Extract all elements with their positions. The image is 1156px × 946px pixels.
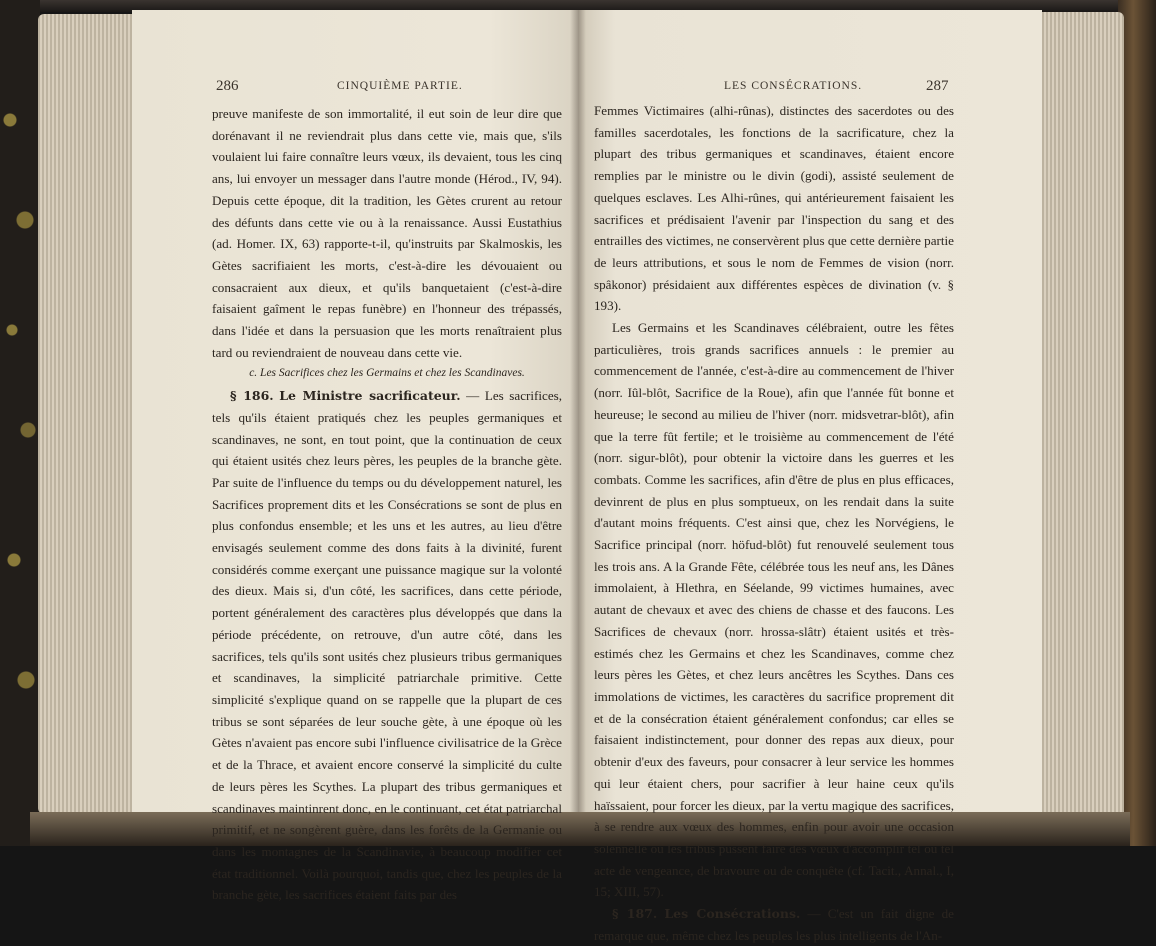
left-subheading: c. Les Sacrifices chez les Germains et chez les Scandinaves. [249, 367, 525, 380]
cloth-background-left [0, 0, 40, 846]
section-186-number: § 186. [230, 388, 274, 404]
page-number-right: 287 [926, 78, 949, 94]
section-187-number: § 187. [612, 906, 658, 922]
page-number-left: 286 [216, 78, 239, 94]
right-paragraph-1: Femmes Victimaires (alhi-rûnas), distinctes des sacerdotes ou des familles sacerdotales, les fonctions de la sacrificature, chez la plupart des tribus germaniques et scandinaves, étaient encore remplies par le ministre ou le divin (godi), assisté seulement de quelques esclaves. Les Alhi-rûnes, qui antérieurement faisaient les sacrifices et prédisaient l'avenir par l'inspection du sang et des entrailles des victimes, ne conservèrent plus que cette dernière partie de leurs attributions, et sous le nom de Femmes de vision (norr. spâkonor) présidaient aux différentes espèces de divination (v. § 193). [594, 103, 954, 314]
section-186-text: — Les sacrifices, tels qu'ils étaient pratiqués chez les peuples germaniques et scandinaves, ne sont, en tout point, que la continuation de ceux qui étaient usités chez leurs pères, les peuples de la branche gète. Par suite de l'influence du temps ou du développement naturel, les Sacrifices proprement dits et les Consécrations se sont de plus en plus confondus ensemble; et les uns et les autres, au lieu d'être envisagés seulement comme des dons faits à la divinité, furent considérés comme exerçant une puissance magique sur la volonté des dieux. Mais si, d'un côté, les sacrifices, dans cette période, portent généralement des caractères plus développés que dans la période précédente, on retrouve, d'un autre côté, dans les sacrifices, tels qu'ils sont usités chez plusieurs tribus germaniques et scandinaves, la simplicité patriarchale primitive. Cette simplicité s'explique quand on se rappelle que la plupart de ces tribus se sont séparées de leur souche gète, à une époque où les Gètes n'avaient pas encore subi l'influence civilisatrice de la Grèce et de la Thrace, et avaient encore conservé la simplicité du culte de leurs pères les Scythes. La plupart des tribus germaniques et scandinaves maintinrent donc, en le continuant, cet état patriarchal primitif, et ne songèrent guère, dans les forêts de la Germanie ou dans les montagnes de la Scandinavie, à beaucoup modifier cet état traditionnel. Voilà pourquoi, tandis que, chez les peuples de la branche gète, les sacrifices étaient faits par des [212, 388, 563, 903]
right-page [578, 10, 1042, 943]
book-bottom-edge [30, 812, 1130, 846]
section-187-text: — C'est un fait digne de remarque que, même chez les peuples les plus intelligents de l'An- [594, 906, 954, 943]
book-gutter [570, 10, 586, 812]
left-page [132, 10, 578, 903]
left-paragraph-1: preuve manifeste de son immortalité, il eut soin de leur dire que dorénavant il ne reviendrait plus dans cette vie, mais que, s'ils voulaient lui faire connaître leurs vœux, ils devaient, tous les cinq ans, lui envoyer un messager dans l'autre monde (Hérod., IV, 94). Depuis cette époque, dit la tradition, les Gètes crurent au retour des défunts dans cette vie ou à la renaissance. Aussi Eustathius (ad. Homer. IX, 63) rapporte-t-il, qu'instruits par Skalmoskis, les Gètes sacrifiaient les morts, c'est-à-dire les dévouaient ou consacraient aux dieux, et qu'ils banquetaient (c'est-à-dire faisaient gaîment le repas funèbre) en l'honneur des trépassés, dans l'idée et dans la persuasion que les morts renaîtraient plus tard ou reviendraient de nouveau dans cette vie. [212, 106, 562, 360]
right-paragraph-3 [594, 903, 954, 946]
right-body [594, 100, 954, 946]
left-paragraph-2 [212, 385, 562, 906]
running-head-right: LES CONSÉCRATIONS. [724, 80, 863, 92]
section-186-title: Le Ministre sacrificateur. [279, 388, 461, 404]
page-stack-left [38, 14, 134, 814]
left-body [212, 103, 562, 906]
right-paragraph-2: Les Germains et les Scandinaves célébraient, outre les fêtes particulières, trois grands sacrifices annuels : le premier au commencement de l'année, c'est-à-dire au commencement de l'hiver (norr. Iûl-blôt, Sacrifice de la Roue), afin que l'année fût bonne et heureuse; le second au milieu de l'hiver (norr. midsvetrar-blôt), afin que la terre fût fertile; et le troisième au commencement de l'été (norr. sigur-blôt), pour obtenir la victoire dans les guerres et les combats. Comme les sacrifices, afin d'être de plus en plus efficaces, devinrent de plus en plus somptueux, on les rendait dans la suite d'autant moins fréquents. C'est ainsi que, chez les Norvégiens, le Sacrifice principal (norr. höfud-blôt) fut renouvelé seulement tous les trois ans. A la Grande Fête, célébrée tous les neuf ans, les Dânes immolaient, à Hlethra, en Séelande, 99 victimes humaines, avec autant de chevaux et avec des chiens de chasse et des faucons. Les Sacrifices de chevaux (norr. hrossa-slâtr) étaient usités et très-estimés chez les Germains et chez les Scandinaves, comme chez leurs pères les Gètes, et chez leurs ancêtres les Scythes. Dans ces immolations de victimes, les caractères du sacrifice proprement dit et de la consécration étaient généralement confondus; car elles se faisaient indistinctement, pour donner des repas aux dieux, pour obtenir d'eux des faveurs, pour consacrer à leur service les hommes qui leur étaient chers, pour sacrifier à leur haine ceux qu'ils haïssaient, pour forcer les dieux, par la vertu magique des sacrifices, à se rendre aux vœux des hommes, enfin pour avoir une occasion solennelle où les tribus pussent faire des vœux d'accomplir tel ou tel acte de vengeance, de bravoure ou de conquête (cf. Tacit., Annal., I, 15; XIII, 57). [594, 320, 954, 900]
page-stack-right [1040, 12, 1124, 820]
running-head-left: CINQUIÈME PARTIE. [337, 80, 463, 92]
section-187-title: Les Consécrations. [664, 906, 801, 922]
